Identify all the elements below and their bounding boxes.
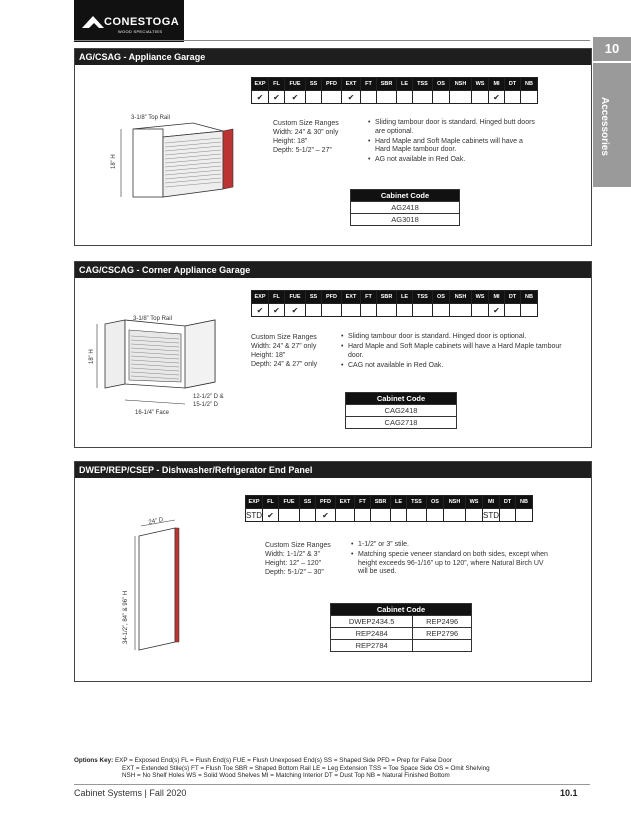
option-header-nsh: NSH xyxy=(450,78,472,91)
option-value-ft xyxy=(361,304,377,317)
depth-label: 12-1/2” D & xyxy=(193,394,224,400)
cabinet-code-table xyxy=(330,603,472,652)
option-header-ss: SS xyxy=(306,78,322,91)
section-title: CAG/CSCAG - Corner Appliance Garage xyxy=(75,262,591,278)
option-value-ext xyxy=(342,304,361,317)
ranges-depth: Depth: 24” & 27” only xyxy=(251,361,318,368)
option-value-nb xyxy=(521,304,538,317)
code-cell: DWEP2434.5 xyxy=(331,616,413,628)
option-header-le: LE xyxy=(397,78,413,91)
option-header-fue: FUE xyxy=(285,291,306,304)
option-value-os xyxy=(433,91,450,104)
option-value-le xyxy=(391,509,407,522)
codes-header: Cabinet Code xyxy=(351,190,460,202)
option-value-tss xyxy=(407,509,427,522)
option-header-tss: TSS xyxy=(413,78,433,91)
option-header-pfd: PFD xyxy=(322,78,342,91)
option-value-pfd xyxy=(322,304,342,317)
option-value-nsh xyxy=(450,91,472,104)
section-tab xyxy=(593,37,631,187)
notes-list xyxy=(351,541,551,578)
codes-header: Cabinet Code xyxy=(331,604,472,616)
option-header-os: OS xyxy=(433,78,450,91)
option-header-nb: NB xyxy=(521,78,538,91)
option-header-exp: EXP xyxy=(252,78,269,91)
code-cell: CAG2418 xyxy=(346,405,457,417)
note: • Sliding tambour door is standard. Hinged door is optional. xyxy=(341,333,566,342)
logo-subtitle: WOOD SPECIALTIES xyxy=(118,29,163,34)
top-rail-label: 3-1/8” Top Rail xyxy=(133,316,172,322)
notes-list xyxy=(341,333,566,372)
option-value-ss xyxy=(306,304,322,317)
option-value-ws xyxy=(466,509,483,522)
depth-label: 24” D xyxy=(148,517,164,526)
notes-list xyxy=(368,119,538,166)
option-header-ext: EXT xyxy=(342,78,361,91)
section-corner-appliance-garage xyxy=(74,261,592,448)
option-value-ss xyxy=(300,509,316,522)
option-header-le: LE xyxy=(391,496,407,509)
cabinet-code-table xyxy=(350,189,460,226)
option-value-fue: ✔ xyxy=(285,304,306,317)
option-value-fl: ✔ xyxy=(263,509,279,522)
option-header-fue: FUE xyxy=(279,496,300,509)
note: • Sliding tambour door is standard. Hinged butt doors are optional. xyxy=(368,119,538,136)
note: • Hard Maple and Soft Maple cabinets will have a Hard Maple tambour door. xyxy=(341,343,566,360)
conestoga-logo xyxy=(74,0,184,42)
code-cell: REP2496 xyxy=(413,616,472,628)
option-value-fue: ✔ xyxy=(285,91,306,104)
ranges-heading: Custom Size Ranges xyxy=(265,542,331,549)
option-header-ext: EXT xyxy=(336,496,355,509)
logo-mountain-notch xyxy=(89,23,99,28)
options-table xyxy=(245,495,533,522)
option-value-tss xyxy=(413,304,433,317)
code-cell: REP2784 xyxy=(331,640,413,652)
option-header-dt: DT xyxy=(505,78,521,91)
option-value-nb xyxy=(516,509,533,522)
option-header-sbr: SBR xyxy=(377,78,397,91)
option-header-ss: SS xyxy=(306,291,322,304)
options-key-line: EXP = Exposed End(s) FL = Flush End(s) FUE = Flush Unexposed End(s) SS = Shaped Side PFD = Prep for False Door xyxy=(114,757,452,764)
option-header-mi: MI xyxy=(483,496,500,509)
option-header-os: OS xyxy=(427,496,444,509)
option-value-nsh xyxy=(444,509,466,522)
height-label: 34-1/2”, 84” & 96” H xyxy=(123,590,129,644)
options-key-line: EXT = Extended Stile(s) FT = Flush Toe SBR = Shaped Bottom Rail LE = Leg Extension TSS = Toe Space Side OS = Omit Shelving xyxy=(122,764,490,772)
custom-size-ranges xyxy=(265,541,331,577)
option-value-dt xyxy=(505,91,521,104)
height-label: 18” H xyxy=(111,154,117,169)
option-header-ss: SS xyxy=(300,496,316,509)
option-value-ft xyxy=(355,509,371,522)
section-end-panel xyxy=(74,461,592,682)
section-title: AG/CSAG - Appliance Garage xyxy=(75,49,591,65)
ranges-depth: Depth: 5-1/2” – 27” xyxy=(273,147,332,154)
option-value-le xyxy=(397,304,413,317)
option-header-nb: NB xyxy=(521,291,538,304)
face-label: 16-1/4” Face xyxy=(135,410,170,416)
option-header-ft: FT xyxy=(361,291,377,304)
code-cell xyxy=(413,640,472,652)
option-value-exp: ✔ xyxy=(252,304,269,317)
ranges-width: Width: 24” & 27” only xyxy=(251,343,317,350)
section-label: Accessories xyxy=(599,97,610,156)
note: • Hard Maple and Soft Maple cabinets will have a Hard Maple tambour door. xyxy=(368,138,538,155)
options-key xyxy=(74,757,490,780)
appliance-garage-diagram xyxy=(93,111,253,201)
top-rail-label: 3-1/8” Top Rail xyxy=(131,115,170,121)
corner-garage-diagram xyxy=(85,312,245,422)
option-header-dt: DT xyxy=(505,291,521,304)
option-header-nb: NB xyxy=(516,496,533,509)
ranges-heading: Custom Size Ranges xyxy=(273,120,339,127)
option-header-tss: TSS xyxy=(413,291,433,304)
cabinet-code-table xyxy=(345,392,457,429)
option-header-mi: MI xyxy=(489,78,505,91)
options-table xyxy=(251,77,538,104)
options-table xyxy=(251,290,538,317)
option-header-ws: WS xyxy=(472,291,489,304)
option-header-fue: FUE xyxy=(285,78,306,91)
option-header-ft: FT xyxy=(355,496,371,509)
option-header-dt: DT xyxy=(500,496,516,509)
ranges-depth: Depth: 5-1/2” – 30” xyxy=(265,569,324,576)
option-header-ext: EXT xyxy=(342,291,361,304)
ranges-height: Height: 12” – 120” xyxy=(265,560,322,567)
options-key-line: NSH = No Shelf Holes WS = Solid Wood Shelves MI = Matching Interior DT = Dust Top NB = Natural Finished Bottom xyxy=(122,772,450,779)
option-value-sbr xyxy=(377,304,397,317)
option-header-pfd: PFD xyxy=(322,291,342,304)
option-value-ext xyxy=(336,509,355,522)
logo-brand: CONESTOGA xyxy=(104,16,180,28)
option-header-pfd: PFD xyxy=(316,496,336,509)
option-header-sbr: SBR xyxy=(377,291,397,304)
height-label: 18” H xyxy=(89,349,95,364)
ranges-height: Height: 18” xyxy=(251,352,286,359)
section-title: DWEP/REP/CSEP - Dishwasher/Refrigerator End Panel xyxy=(75,462,591,478)
note: • 1-1/2” or 3” stile. xyxy=(351,541,551,550)
ranges-height: Height: 18” xyxy=(273,138,308,145)
option-header-tss: TSS xyxy=(407,496,427,509)
option-header-fl: FL xyxy=(269,291,285,304)
option-value-os xyxy=(433,304,450,317)
option-value-le xyxy=(397,91,413,104)
code-cell: REP2796 xyxy=(413,628,472,640)
option-value-ext: ✔ xyxy=(342,91,361,104)
option-value-nb xyxy=(521,91,538,104)
option-value-fl: ✔ xyxy=(269,91,285,104)
code-cell: REP2484 xyxy=(331,628,413,640)
option-header-ft: FT xyxy=(361,78,377,91)
code-cell: AG3018 xyxy=(351,214,460,226)
footer-rule xyxy=(74,784,590,785)
ranges-width: Width: 24” & 30” only xyxy=(273,129,339,136)
custom-size-ranges xyxy=(251,333,317,369)
option-value-pfd xyxy=(322,91,342,104)
option-value-exp: ✔ xyxy=(252,91,269,104)
option-header-os: OS xyxy=(433,291,450,304)
ranges-width: Width: 1-1/2” & 3” xyxy=(265,551,320,558)
option-value-exp: STD xyxy=(246,510,262,520)
option-header-sbr: SBR xyxy=(371,496,391,509)
option-header-fl: FL xyxy=(269,78,285,91)
option-header-exp: EXP xyxy=(246,496,263,509)
option-value-sbr xyxy=(371,509,391,522)
options-key-label: Options Key: xyxy=(74,757,114,764)
code-cell: AG2418 xyxy=(351,202,460,214)
section-appliance-garage xyxy=(74,48,592,246)
option-value-ws xyxy=(472,91,489,104)
end-panel-diagram xyxy=(105,514,215,664)
option-value-os xyxy=(427,509,444,522)
header-rule xyxy=(74,40,590,41)
option-header-mi: MI xyxy=(489,291,505,304)
option-value-ss xyxy=(306,91,322,104)
option-value-mi: ✔ xyxy=(489,91,505,104)
option-value-mi: STD xyxy=(483,510,499,520)
option-value-tss xyxy=(413,91,433,104)
option-value-ws xyxy=(472,304,489,317)
page-number: 10.1 xyxy=(560,788,578,798)
option-value-fue xyxy=(279,509,300,522)
note: • CAG not available in Red Oak. xyxy=(341,362,566,371)
option-value-fl: ✔ xyxy=(269,304,285,317)
option-header-exp: EXP xyxy=(252,291,269,304)
depth-label-2: 15-1/2” D xyxy=(193,402,219,408)
section-number: 10 xyxy=(593,37,631,63)
option-value-ft xyxy=(361,91,377,104)
footer-publication: Cabinet Systems | Fall 2020 xyxy=(74,788,187,798)
custom-size-ranges xyxy=(273,119,339,155)
option-value-dt xyxy=(505,304,521,317)
option-header-nsh: NSH xyxy=(444,496,466,509)
ranges-heading: Custom Size Ranges xyxy=(251,334,317,341)
code-cell: CAG2718 xyxy=(346,417,457,429)
option-value-mi: ✔ xyxy=(489,304,505,317)
codes-header: Cabinet Code xyxy=(346,393,457,405)
option-header-nsh: NSH xyxy=(450,291,472,304)
note: • Matching specie veneer standard on both sides, except when height exceeds 96-1/16” up to 120”, where Natural Birch UV will be used. xyxy=(351,551,551,577)
option-header-le: LE xyxy=(397,291,413,304)
option-value-nsh xyxy=(450,304,472,317)
option-header-fl: FL xyxy=(263,496,279,509)
option-value-pfd: ✔ xyxy=(316,509,336,522)
option-value-sbr xyxy=(377,91,397,104)
option-header-ws: WS xyxy=(466,496,483,509)
option-value-dt xyxy=(500,509,516,522)
option-header-ws: WS xyxy=(472,78,489,91)
note: • AG not available in Red Oak. xyxy=(368,156,538,165)
